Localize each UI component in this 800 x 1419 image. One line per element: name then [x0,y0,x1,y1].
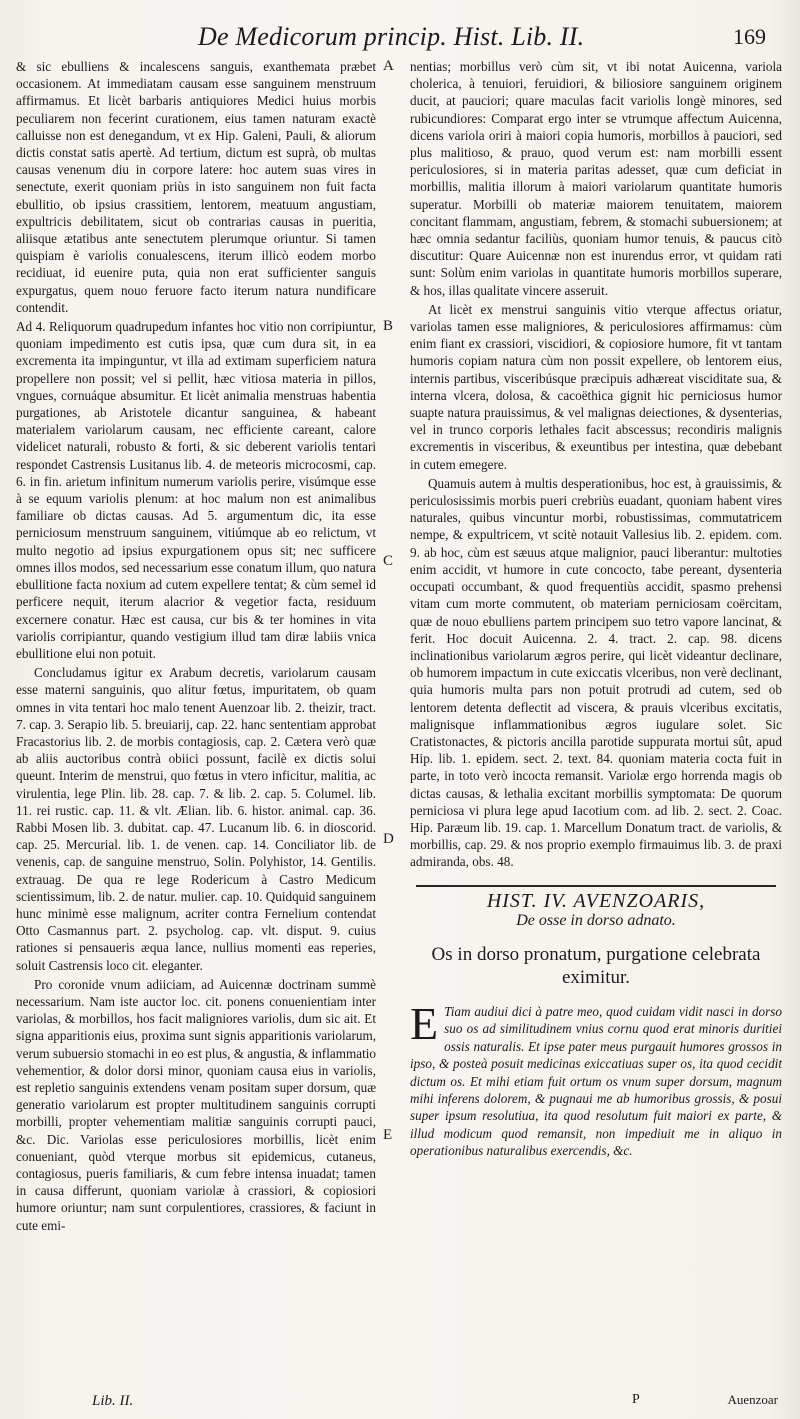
running-header [0,20,800,52]
footer-book-label: Lib. II. [92,1393,134,1409]
paragraph: Quamuis autem à multis desperationibus, hoc est, à grauissimis, & periculosissimis morbis pueri crebriùs euadant, quoniam habent vires naturales, quibus vincuntur morbi, robustissimas, commutatricem nempe, & expultricem, vt scitè notauit Vallesius lib. 2. epidem. com. 9. ab hoc, cùm est sæuus atque malignior, pauci liberantur: multoties enim accidit, vt humore in cute concocto, tabe pereant, dysenteria occupati occumbant, & quod frequentiùs accidit, spasmo prehensi vitam cum morte commutent, ob materiam perniciosam coërcitam, quæ de nouo ebulliens partem principem suo tetro vapore lancinat, & ferit. Hoc docuit Auicenna. 2. 4. tract. 2. cap. 98. dicens inclinationibus variolarum ægros perire, qui licèt videantur declinare, ob humorem impactum in cute exiccatis vlceribus, non verè declinant, quia humoris multa pars non potuit protrudi ad cutem, sed ob lentorem detenta deflectit ad viscera, & prauis vlceribus excitatis, malignisque inflammationibus ægros iugulare solet. Sic Cratistonactes, & pictoris ancilla parotide suppurata mortui sût, apud Hip. lib. 1. epidem. sect. 2. text. 84. quoniam materia cocta fuit in parte, in toto verò incocta remansit. Variolæ ergo horrenda magis ob dictas causas, & lethalia excitant morbillis symptomata: De quorum perniciosa vi plura lege apud Iacotium com. ad lib. 2. sect. 2. Coac. Hip. Paræum lib. 19. cap. 1. Marcellum Donatum tract. de variolis, & morbillis, cap. 29. & nos proprio exemplo firmauimus lib. 3. de praxi admiranda, obs. 48. [410,475,782,870]
page-number: 169 [733,24,766,49]
history-summary: Os in dorso pronatum, purgatione celebrata eximitur. [431,943,761,988]
margin-letter-d: D [383,831,394,847]
quote-text: Tiam audiui dici à patre meo, quod cuidam vidit nasci in dorso suo os ad similitudinem vnius cornu quod erat minoris duritiei ossis naturalis. Et ipse pater meus purgauit humores grossos in ipso, & posteà posuit medicinas exiccatiuas super os, ita quod cecidit dictum os. Et mihi etiam fuit ortum os vnum super dorsum, magnum mihi inferens dolorem, & pugnaui me ab humoribus grossis, & posui super ipsum resolutiua, ita quod resolutum fuit maiori ex parte, & illud modicum quod remansit, non impediuit me in aliquo in operationibus naturalibus exercendis, &c. [410,1003,782,1159]
margin-letter-e: E [383,1127,393,1143]
signature-mark: P [632,1392,640,1407]
right-column [410,58,782,1388]
paragraph: nentias; morbillus verò cùm sit, vt ibi notat Auicenna, variola cholerica, à tenuiori, feruidiori, & biliosiore sanguinem originem ducit, at pauciori; quare maculas facit variolis longè minores, sed rubicundiores: Comparat ergo inter se vtrumque affectum Auicenna, dicens variola oriri à maiori copia humoris, morbillos à pauciori, sed plus malitioso, & prauo, quod verum est: nam morbilli essent periculosiores, si in materia paritas adesset, quæ cum deficiat in morbillis, malitia illorum à maiori variolarum quantitate humoris superatur. Morbilli ob materiæ maiorem tenuitatem, maiorem concitant flammam, angustiam, febrem, & stomachi subuersionem; at hæc omnia sedantur faciliùs, quoniam humor tenuis, & paucus citò discutitur: Quare Auicennæ non est inurendus error, vt quidam rati sunt: Solùm enim variolas in quantitate humoris morbillos superare, & hos, illas qualitate vincere asseruit. [410,59,782,298]
margin-letter-a: A [383,58,394,74]
paragraph: Concludamus igitur ex Arabum decretis, variolarum causam esse materni sanguinis, quo alitur fœtus, impuritatem, ob quam omnes in vita tentari hoc malo tenent Auenzoar lib. 2. theizir, tract. 7. cap. 3. Serapio lib. 5. breuiarij, cap. 22. hanc sententiam approbat Fracastorius lib. 2. de morbis contagiosis, cap. 2. Cætera verò quæ ab aliis auctoribus contrà obiici possunt, facilè ex dictis solui queunt. Interim de menstrui, quo fœtus in vtero inficitur, malitia, ac virulentia, lege Plin. lib. 28. cap. 7. & lib. 2. cap. 5. Columel. lib. 11. rei rustic. cap. 11. & vlt. Ælian. lib. 6. histor. animal. cap. 36. Rabbi Mosen lib. 3. dubitat. cap. 47. Lucanum lib. 6. in dioscorid. cap. 25. Mercurial. lib. 1. de venen. cap. 14. Conciliator lib. de venenis, cap. de sanguine menstruo, Solin. Polyhistor, 14. Gentilis. extrauag. De qua re lege Rodericum à Castro Medicum scientissimum, lib. 2. de natur. mulier. cap. 10. Quidquid sanguinem hunc minimè esse malignum, acriter contra Fernelium contendat Otto Casmannus part. 2. psycholog. cap. vlt. disput. 9. cuius rationes si pensaueris æqua lance, nullius momenti eas reperies, soluit Castrensis loco cit. eleganter. [16,665,376,973]
history-quote [410,997,782,1160]
history-subtitle: De osse in dorso adnato. [516,911,676,929]
catchword: Auenzoar [727,1392,778,1407]
paragraph: Ad 4. Reliquorum quadrupedum infantes hoc vitio non corripiuntur, quoniam impedimento est cutis ipsa, quæ cum dura sit, in ea excrementa ita impinguntur, vt illa ad extimam superficiem natura propellere non possit; vel si pellit, hæc vitiosa materia in pillos, vngues, cornuáque absumitur. Et licèt animalia menstruas habentia purgationes, ab Aristotele dicantur sanguinea, & habeant materialem variolarum causam, nec efficiente careant, calore videlicet naturali, robusto & forti, & sic deberent variolis tentari respondet Castrensis Lusitanus lib. 4. de meteoris microcosmi, cap. 6. in fin. arietum infinitum numerum variolis perire, visúmque esse à se equum variolis plenum: at hoc malum non est animalibus familiare ob dictas causas. Ad 5. argumentum dic, ita esse perniciosum menstruum sanguinem, vitiúmque ab eo relictum, vt multo negotio ad ipsius expurgationem opus sit; nec sufficere omnes illos modos, sed necessarium esse conatum illum, quo natura ebullitione facta noxium ad cutem expellere tentat; & cùm semel id perficere nequit, iterum alacrior & vegetior facta, residuum excernere conatur. Hæc est causa, cur bis & ter homines in vita variolis corripiantur, quando vestigium illud tam diræ labiis vnica ebullitione elui non potuit. [16,319,376,661]
paragraph: & sic ebulliens & incalescens sanguis, exanthemata præbet occasionem. At immediatam causam esse sanguinem menstruum affirmamus. Et licèt barbaris antiquiores Medici huius morbis peculiarem non fecerint curationem, eius tamen naturam exactè calluisse non est denegandum, vt ex Hip. Galeni, Pauli, & aliorum dictis constat satis apertè. Ad tertium, dictum est suprà, ob multas causas venenum diu in corpore latere: hoc autem suas vires in senectute, exerit quoniam priùs in isto sanguinem non fuit facta ebullitio, ob ipsius crassitiem, lentorem, meatuum angustiam, expultricis debilitatem, sicut ob contrarias causas in pueritia, aliisque ætatibus ante senectutem plerumque oriuntur. Si tamen quispiam è variolis conualescens, iterum illicò eodem morbo recidiuat, id euenire puta, quia non erat sufficienter sanguis expurgatus, quem nouo feruore facto iterum natura nundificare contendit. [16,59,376,315]
history-heading [410,885,782,929]
heading-rule [416,885,776,887]
history-title: HIST. IV. AVENZOARIS, [486,889,706,912]
left-column [16,58,376,1388]
running-title: De Medicorum princip. Hist. Lib. II. [198,22,585,51]
margin-letter-b: B [383,318,394,334]
paragraph: At licèt ex menstrui sanguinis vitio vterque affectus oriatur, variolas tamen esse maligniores, & periculosiores affirmamus: cùm enim fiant ex crassiori, viscidiori, & copiosiore humore, fit vt tantam humoris copiam natura cùm non possit expellere, ob lentorem eius, internis partibus, visceribúsque præcipuis adhæreat visciditate sua, & interna vlcera, dolosa, & cacoëthica gignit hic perniciosus humor suapte natura prauissimus, & vel malignas deiectiones, & dysenterias, vel in trunco corporis lethales facit abscessus; recondiris malignis excrementis in visceribus, & exeuntibus per intestina, quæ debebant in cutem emegere. [410,301,782,472]
paragraph: Pro coronide vnum adiiciam, ad Auicennæ doctrinam summè necessarium. Nam iste auctor loc. cit. ponens conuenientiam inter variolas, & morbillos, hos facit maligniores variolis, dum sic ait. Et signa apparitionis eius, proxima sunt signis apparitionis variolarum, verum subuersio stomachi in eo est plus, & angustia, & inflammatio vehementior, & dolor dorsi minor, quoniam causa eius in variolis, est repletio sanguinis extendens venam positam super dorsum, quæ generatio variolarum est propter multitudinem sanguinis corrupti morbilli, propter vehementiam malitiæ sanguinis corrupti pauci, &c. Dic. Variolas esse periculosiores morbillis, licèt enim conueniant, quòd vterque morbus sit epidemicus, cutaneus, contagiosus, pueris familiaris, & cum febre intensa inuadat; tamen in causa differunt, quoniam variolæ à crassiori, & copiosiori humore oriuntur; nam sunt corpulentiores, crassiores, & faciunt in cute emi- [16,976,376,1233]
margin-letter-c: C [383,553,394,569]
drop-cap: E [410,997,439,1049]
